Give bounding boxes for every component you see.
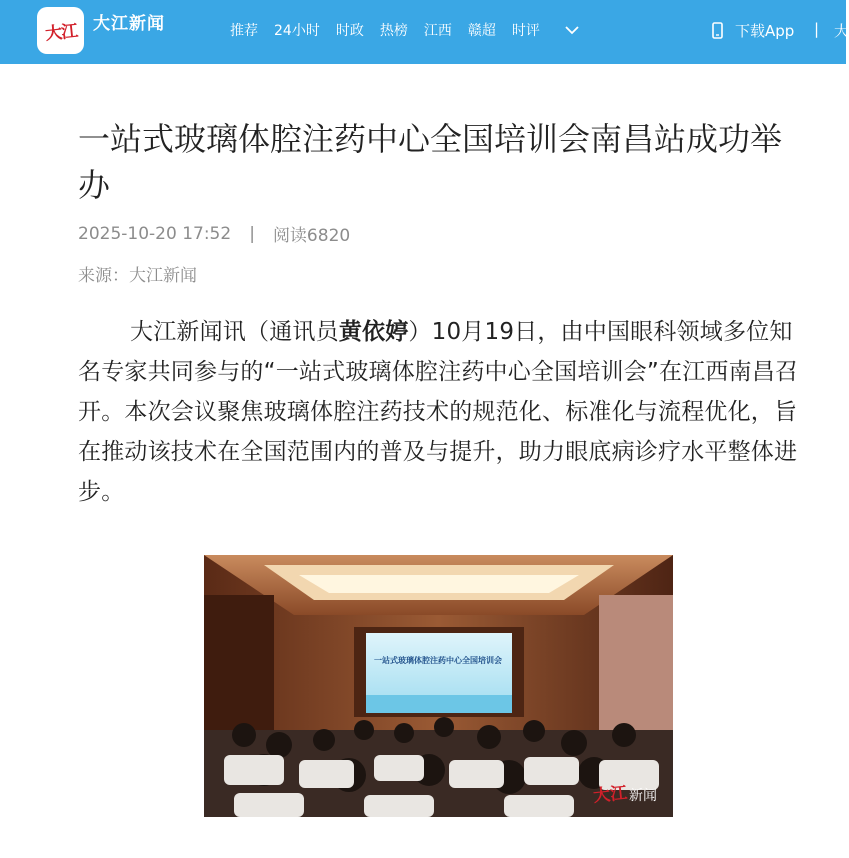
projector-screen-title: 一站式玻璃体腔注药中心全国培训会 (374, 656, 502, 665)
body-rest: ）10月19日，由中国眼科领域多位知名专家共同参与的“一站式玻璃体腔注药中心全国培训会”在江西南昌召开。本次会议聚焦玻璃体腔注药技术的规范化、标准化与流程优化，旨在推动该技术在全国范围内的普及与提升，助力眼底病诊疗水平整体进步。 (78, 319, 799, 505)
body-author: 黄依婷 (338, 319, 409, 345)
body-prefix: 大江新闻讯（通讯员 (130, 319, 339, 345)
nav-item-ganchao[interactable]: 赣超 (467, 23, 496, 39)
watermark-white-text: 新闻 (629, 788, 657, 804)
logo-text: 大江 (43, 21, 78, 45)
header-separator: | (814, 20, 820, 38)
photo-watermark (593, 780, 657, 805)
header-right-link[interactable]: 大 (834, 22, 849, 40)
download-app-label: 下载App (735, 22, 795, 40)
article-title: 一站式玻璃体腔注药中心全国培训会南昌站成功举办 (78, 120, 783, 204)
main-nav (222, 20, 582, 40)
read-count: 阅读6820 (272, 226, 351, 246)
brand-name[interactable]: 大江新闻 (93, 14, 165, 34)
phone-icon (712, 22, 723, 39)
nav-item-hot[interactable]: 热榜 (379, 23, 408, 39)
nav-item-jiangxi[interactable]: 江西 (423, 23, 452, 39)
nav-item-24h[interactable]: 24小时 (274, 23, 320, 39)
article-photo (204, 555, 673, 817)
top-header (0, 0, 849, 64)
nav-item-recommend[interactable]: 推荐 (230, 23, 258, 39)
nav-item-commentary[interactable]: 时评 (511, 23, 540, 39)
watermark-red-text: 大江 (592, 783, 629, 807)
chevron-down-icon[interactable] (562, 20, 582, 40)
article-source: 来源：大江新闻 (78, 266, 197, 286)
publish-date: 2025-10-20 17:52 (78, 223, 232, 244)
article-body (78, 312, 800, 512)
site-logo[interactable] (37, 7, 84, 54)
article-meta (78, 221, 350, 246)
meta-separator: | (249, 223, 255, 244)
nav-item-politics[interactable]: 时政 (335, 23, 364, 39)
download-app-button[interactable] (712, 20, 794, 41)
